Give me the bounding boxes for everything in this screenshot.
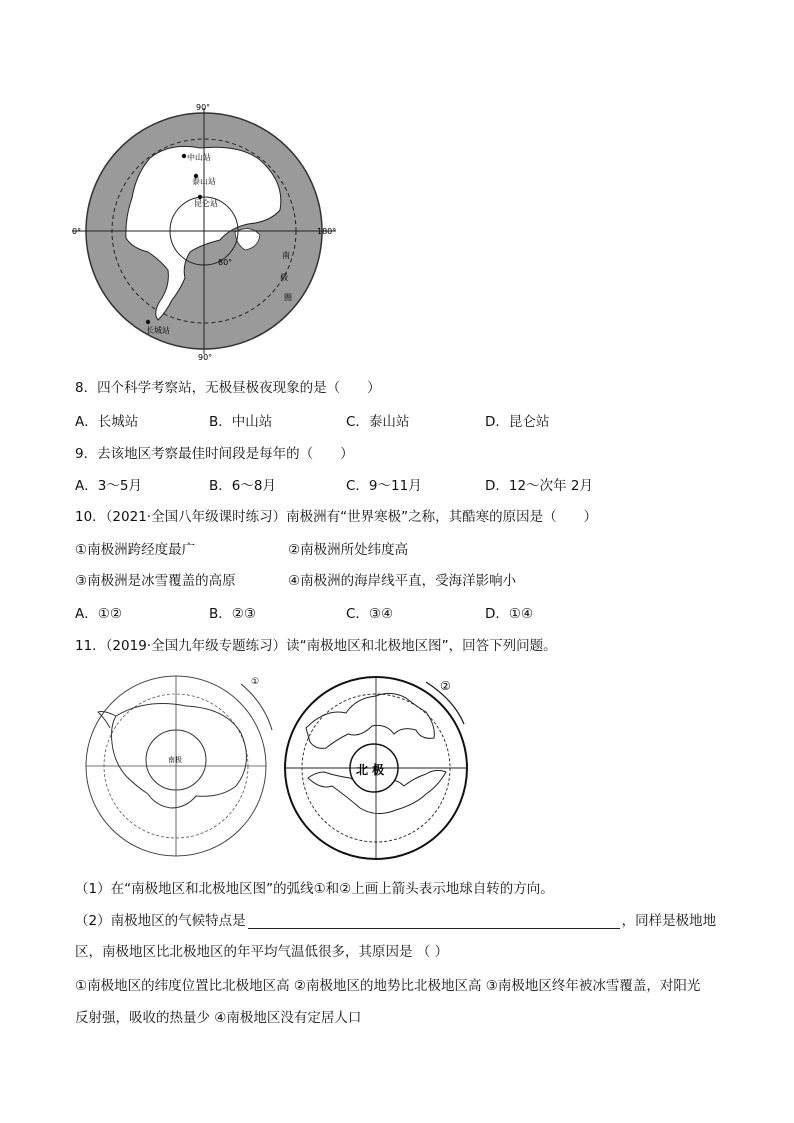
zhongshan-dot — [182, 154, 186, 158]
deg-left-label: 0° — [72, 227, 82, 236]
q11-sub2-line3: ①南极地区的纬度位置比北极地区高 ②南极地区的地势比北极地区高 ③南极地区终年被冰雪覆盖，对阳光 — [75, 978, 701, 994]
q9-option-d[interactable]: D．12～次年 2月 — [485, 478, 593, 494]
antarctic-circle-char-1: 南 — [282, 251, 290, 260]
south-pole-map — [76, 668, 276, 868]
q11-sub2-suffix: ，同样是极地地 — [621, 913, 717, 929]
q11-sub2-line2: 区，南极地区比北极地区的年平均气温低很多，其原因是 （ ） — [75, 944, 449, 960]
antarctic-circle-char-2: 极 — [280, 273, 288, 282]
q8-option-d[interactable]: D．昆仑站 — [485, 414, 550, 430]
q11-stem: 11．（2019·全国九年级专题练习）读“南极地区和北极地区图”，回答下列问题。 — [75, 638, 557, 654]
q11-sub2-line4: 反射强，吸收的热量少 ④南极地区没有定居人口 — [75, 1010, 362, 1026]
antarctic-circle-char-3: 圈 — [284, 293, 292, 302]
q10-option-c[interactable]: C．③④ — [346, 606, 394, 622]
station-zhongshan-label: 中山站 — [187, 153, 211, 162]
q10-choice-3: ③南极洲是冰雪覆盖的高原 — [75, 573, 236, 589]
station-taishan-label: 泰山站 — [192, 177, 216, 186]
q9-stem: 9．去该地区考察最佳时间段是每年的（ ） — [75, 446, 354, 462]
q10-stem: 10．（2021·全国八年级课时练习）南极洲有“世界寒极”之称，其酷寒的原因是（ ） — [75, 509, 598, 525]
q10-option-a[interactable]: A．①② — [75, 606, 122, 622]
station-kunlun-label: 昆仑站 — [194, 199, 218, 208]
north-landmass-upper — [306, 693, 434, 748]
q10-option-d[interactable]: D．①④ — [485, 606, 534, 622]
south-peninsula — [98, 712, 116, 729]
q8-option-b[interactable]: B．中山站 — [209, 414, 273, 430]
south-arc-marker: ① — [251, 677, 260, 687]
q11-sub2-prefix: （2）南极地区的气候特点是 — [75, 913, 246, 929]
q10-choice-2: ②南极洲所处纬度高 — [288, 542, 409, 558]
q10-option-b[interactable]: B．②③ — [209, 606, 256, 622]
north-pole-map — [276, 668, 476, 868]
q9-option-c[interactable]: C．9～11月 — [346, 478, 422, 494]
q8-option-c[interactable]: C．泰山站 — [346, 414, 410, 430]
q11-sub2-answer-blank[interactable] — [248, 914, 620, 929]
q8-stem: 8．四个科学考察站，无极昼极夜现象的是（ ） — [75, 380, 381, 396]
q11-sub2-line1 — [75, 909, 716, 929]
lat-80-label: 80° — [218, 258, 233, 267]
north-pole-label: 北 极 — [356, 763, 385, 777]
q8-option-a[interactable]: A．长城站 — [75, 414, 139, 430]
deg-top-label: 90° — [196, 103, 211, 112]
deg-right-label: 180° — [317, 227, 337, 236]
south-pole-label: 南极 — [168, 756, 182, 764]
antarctic-station-map — [70, 100, 350, 362]
q10-choice-4: ④南极洲的海岸线平直，受海洋影响小 — [288, 573, 517, 589]
deg-bottom-label: 90° — [198, 353, 213, 362]
q9-option-b[interactable]: B．6～8月 — [209, 478, 276, 494]
north-arc-marker: ② — [440, 679, 451, 693]
south-rotation-arc — [241, 684, 272, 730]
changcheng-dot — [146, 320, 150, 324]
q9-option-a[interactable]: A．3～5月 — [75, 478, 142, 494]
q10-choice-1: ①南极洲跨经度最广 — [75, 542, 196, 558]
q11-sub1: （1）在“南极地区和北极地区图”的弧线①和②上画上箭头表示地球自转的方向。 — [75, 881, 554, 897]
station-changcheng-label: 长城站 — [146, 326, 170, 335]
